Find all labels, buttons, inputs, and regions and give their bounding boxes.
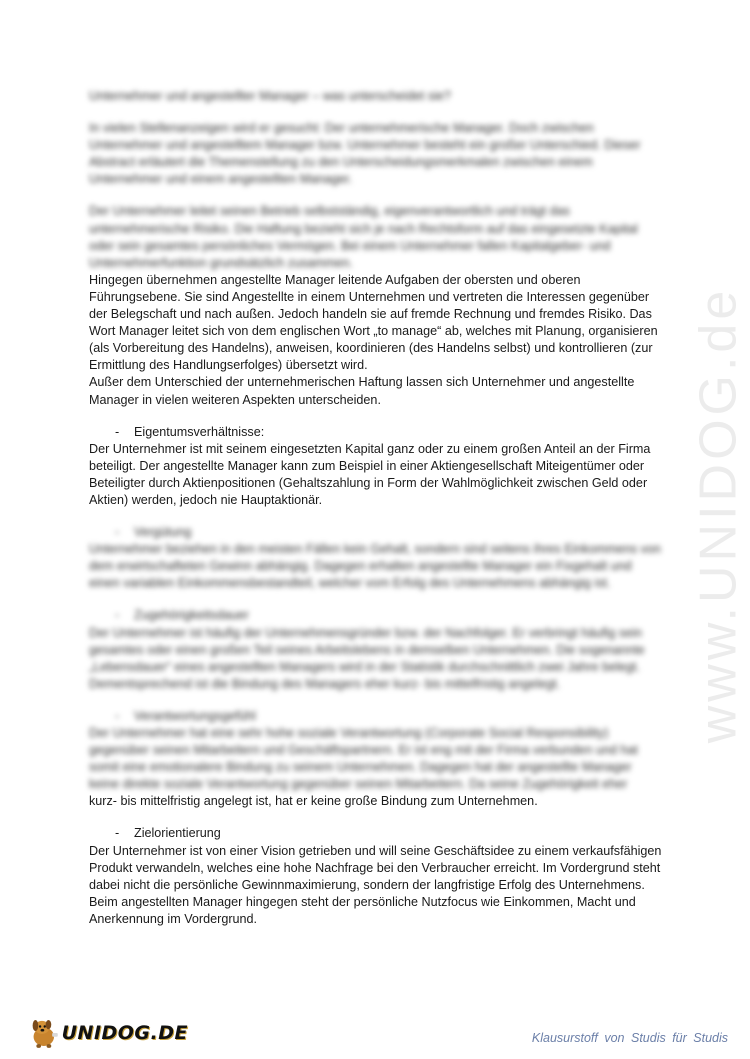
watermark <box>688 286 748 744</box>
list-dash: - <box>115 608 120 623</box>
verantwortung-paragraph-blurred: Der Unternehmer hat eine sehr hohe soziale Verantwortung (Corporate Social Responsibility) gegenüber seinen Mitarbeitern und Geschäftspartnern. Er ist eng mit der Firma verbunden und hat somit eine emotionalere Bindung zu seinem Unternehmen. Dagegen hat der angestellte Manager keine direkte soziale Verantwortung gegenüber seinen Mitarbeitern. Da seine Zugehörigkeit eher <box>89 726 638 792</box>
list-dash: - <box>115 525 120 540</box>
section-heading-zugehoerigkeit <box>115 607 664 624</box>
heading-text: Zielorientierung <box>134 826 221 841</box>
unternehmer-paragraph: Der Unternehmer leitet seinen Betrieb selbstständig, eigenverantwortlich und trägt das unternehmerische Risiko. Die Haftung bezieht sich je nach Rechtsform auf das eingesetzte Kapital oder sein gesamtes persönliches Vermögen. Bei einem Unternehmer fallen Kapitalgeber- und Unternehmerfunktion grundsätzlich zusammen. <box>89 204 638 270</box>
heading-text: Zugehörigkeitsdauer <box>134 608 249 623</box>
document-body <box>89 88 664 928</box>
section-heading-eigentum <box>115 424 664 441</box>
ziel-paragraph: Der Unternehmer ist von einer Vision getrieben und will seine Geschäftsidee zu einem verkaufsfähigen Produkt verwandeln, welches eine hohe Nachfrage bei den Verbraucher erreicht. Im Vordergrund steht dabei nicht die persönliche Gewinnmaximierung, sondern der langfristige Erfolg des Unternehmens. Beim angestellten Manager hingegen steht der persönliche Nutzfocus wie Einkommen, Macht und Anerkennung im Vordergrund. <box>89 843 662 926</box>
document-title: Unternehmer und angestellter Manager – was unterscheidet sie? <box>89 89 451 103</box>
list-dash: - <box>115 826 120 841</box>
watermark-text: www.UNIDOG.de <box>689 286 747 744</box>
footer-tagline: Klausurstoff von Studis für Studis <box>531 1031 728 1045</box>
section-heading-ziel <box>115 825 664 842</box>
verguetung-paragraph: Unternehmer beziehen in den meisten Fällen kein Gehalt, sondern sind seitens ihres Einkommens von dem erwirtschafteten Gewinn abhängig. Dagegen erhalten angestellte Manager ein Fixgehalt und einen variablen Einkommensbestandteil, welcher vom Erfolg des Unternehmens abhängig ist. <box>89 542 661 591</box>
unidog-logo <box>28 1013 188 1053</box>
heading-text: Verantwortungsgefühl <box>134 708 256 723</box>
blurred-intro <box>89 88 664 272</box>
dog-icon <box>28 1015 60 1051</box>
blurred-middle <box>89 524 664 793</box>
eigentum-paragraph: Der Unternehmer ist mit seinem eingesetzten Kapital ganz oder zu einem großen Anteil an der Firma beteiligt. Der angestellte Manager kann zum Beispiel in einer Aktiengesellschaft Miteigentümer oder Beteiligter durch Aktienpositionen (Gehaltszahlung in Form der Wahlmöglichkeit zwischen Geld oder Aktien) werden, jedoch nie Hauptaktionär. <box>89 441 651 507</box>
heading-text: Vergütung <box>134 525 192 540</box>
heading-text: Eigentumsverhältnisse: <box>134 424 265 439</box>
haftung-paragraph: Außer dem Unterschied der unternehmerischen Haftung lassen sich Unternehmer und angestellte Manager in vielen weiteren Aspekten unterscheiden. <box>89 375 635 407</box>
logo-text: UNIDOG.DE <box>61 1022 188 1044</box>
section-heading-verantwortung <box>115 708 664 725</box>
intro-paragraph: In vielen Stellenanzeigen wird er gesucht: Der unternehmerische Manager. Doch zwischen Unternehmer und angestelltem Manager bzw. Unternehmer besteht ein großer Unterschied. Dieser Abstract erläutert die Themenstellung zu den Unterscheidungsmerkmalen zwischen einem Unternehmer und einem angestellten Manager. <box>89 121 641 187</box>
list-dash: - <box>115 424 120 439</box>
section-heading-verguetung <box>115 524 664 541</box>
manager-paragraph: Hingegen übernehmen angestellte Manager leitende Aufgaben der obersten und oberen Führungsebene. Sie sind Angestellte in einem Unternehmen und vertreten die Interessen gegenüber der Belegschaft und nach außen. Jedoch handeln sie auf fremde Rechnung und fremdes Risiko. Das Wort Manager leitet sich von dem englischen Wort „to manage“ ab, welches mit Planung, organisieren (als Vorbereitung des Handelns), anweisen, koordinieren (des Handelns selbst) und kontrollieren (zur Ermittlung des Handlungserfolges) übersetzt wird. <box>89 272 658 373</box>
zugehoerigkeit-paragraph: Der Unternehmer ist häufig der Unternehmensgründer bzw. der Nachfolger. Er verbringt häufig sein gesamtes oder einen großen Teil seines Arbeitslebens in demselben Unternehmen. Die sogenannte „Lebensdauer“ eines angestellten Managers wird in der Statistik durchschnittlich zwei Jahre belegt. Dementsprechend ist die Bindung des Managers eher kurz- bis mittelfristig angelegt. <box>89 625 645 691</box>
list-dash: - <box>115 708 120 723</box>
verantwortung-paragraph-clear: kurz- bis mittelfristig angelegt ist, hat er keine große Bindung zum Unternehmen. <box>89 794 538 809</box>
